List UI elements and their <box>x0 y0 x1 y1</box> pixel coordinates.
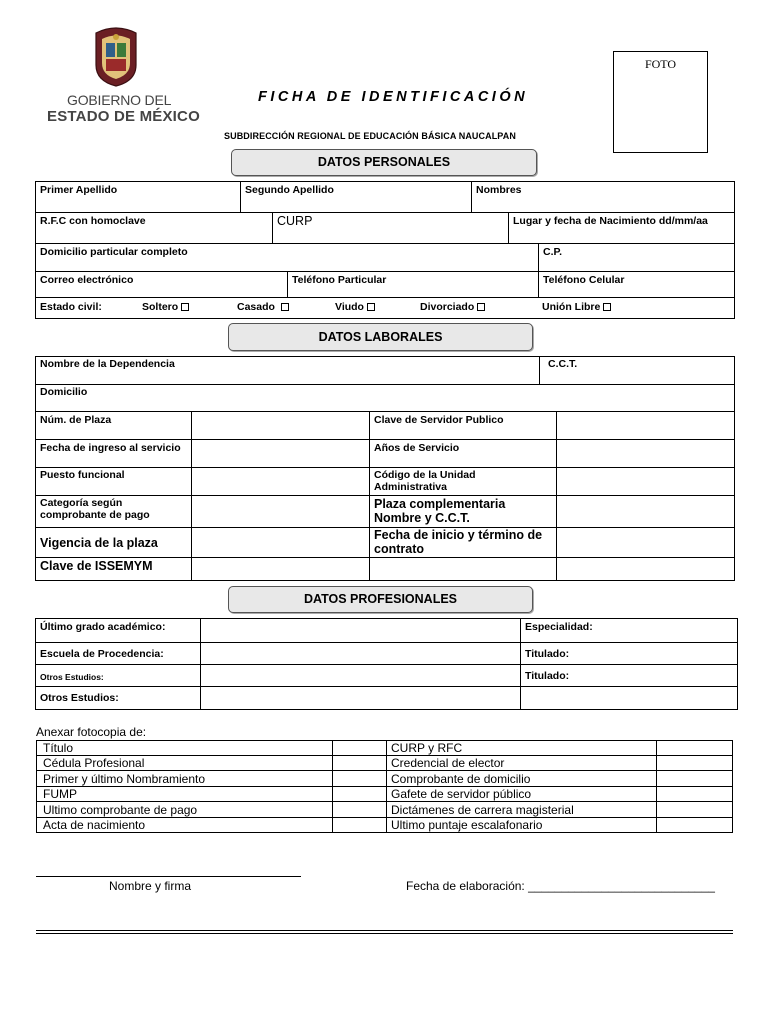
anexar-item: Ultimo comprobante de pago <box>43 803 198 817</box>
label-fecha-contrato: Fecha de inicio y término de contrato <box>374 528 543 556</box>
government-logo <box>90 25 142 87</box>
section-labor: DATOS LABORALES <box>228 323 533 351</box>
label-clave-servidor: Clave de Servidor Publico <box>374 414 504 426</box>
anexar-item: Título <box>43 741 74 755</box>
label-segundo-apellido: Segundo Apellido <box>245 184 334 196</box>
label-anos-servicio: Años de Servicio <box>374 442 460 454</box>
date-label[interactable]: Fecha de elaboración: ____________________________ <box>406 879 715 893</box>
anexar-item: Ultimo puntaje escalafonario <box>391 818 543 832</box>
option-divorciado[interactable]: Divorciado <box>420 301 485 313</box>
label-grado: Último grado académico: <box>40 621 166 633</box>
anexar-heading: Anexar fotocopia de: <box>36 725 147 739</box>
checkbox-icon[interactable] <box>281 303 289 311</box>
anexar-item: FUMP <box>43 787 77 801</box>
option-union-libre[interactable]: Unión Libre <box>542 301 611 313</box>
label-correo: Correo electrónico <box>40 274 134 286</box>
anexar-item: Cédula Profesional <box>43 756 145 770</box>
label-curp: CURP <box>277 214 313 228</box>
anexar-item: Credencial de elector <box>391 756 505 770</box>
label-titulado-2: Titulado: <box>525 670 570 682</box>
footer-rule-bottom <box>36 933 733 934</box>
label-plaza-complementaria: Plaza complementaria <box>374 497 506 511</box>
subdirection-label: SUBDIRECCIÓN REGIONAL DE EDUCACIÓN BÁSICA NAUCALPAN <box>224 131 516 141</box>
label-lugar-fecha: Lugar y fecha de Nacimiento dd/mm/aa <box>513 215 708 227</box>
checkbox-icon[interactable] <box>181 303 189 311</box>
label-tel-particular: Teléfono Particular <box>292 274 387 286</box>
checkbox-icon[interactable] <box>367 303 375 311</box>
label-codigo-unidad: Código de la Unidad Administrativa <box>374 469 476 493</box>
label-domicilio: Domicilio particular completo <box>40 246 188 258</box>
signature-label: Nombre y firma <box>109 879 192 893</box>
label-tel-celular: Teléfono Celular <box>543 274 625 286</box>
label-plaza-cct: Nombre y C.C.T. <box>374 511 470 525</box>
label-fecha-ingreso: Fecha de ingreso al servicio <box>40 442 181 454</box>
option-soltero[interactable]: Soltero <box>142 301 189 313</box>
signature-line[interactable] <box>36 876 301 877</box>
checkbox-icon[interactable] <box>477 303 485 311</box>
label-categoria: Categoría según comprobante de pago <box>40 497 150 521</box>
gov-name-line1: GOBIERNO DEL <box>67 92 172 108</box>
form-title: FICHA DE IDENTIFICACIÓN <box>258 89 529 105</box>
label-escuela: Escuela de Procedencia: <box>40 648 164 660</box>
label-estado-civil: Estado civil: <box>40 301 102 313</box>
label-titulado: Titulado: <box>525 648 570 660</box>
gov-name-line2: ESTADO DE MÉXICO <box>47 108 200 125</box>
anexar-item: Dictámenes de carrera magisterial <box>391 803 574 817</box>
anexar-item: Gafete de servidor público <box>391 787 532 801</box>
label-cct: C.C.T. <box>548 358 578 370</box>
anexar-item: Primer y último Nombramiento <box>43 772 206 786</box>
label-issemym: Clave de ISSEMYM <box>40 559 153 573</box>
anexar-item: Comprobante de domicilio <box>391 772 531 786</box>
label-dependencia: Nombre de la Dependencia <box>40 358 175 370</box>
checkbox-icon[interactable] <box>603 303 611 311</box>
option-casado[interactable]: Casado <box>237 301 289 313</box>
photo-box: FOTO <box>613 51 708 153</box>
anexar-item: CURP y RFC <box>391 741 463 755</box>
label-otros-estudios-1: Otros Estudios: <box>40 672 104 682</box>
label-domicilio-laboral: Domicilio <box>40 386 88 398</box>
section-personal: DATOS PERSONALES <box>231 149 537 176</box>
label-otros-estudios-2: Otros Estudios: <box>40 692 119 704</box>
section-professional: DATOS PROFESIONALES <box>228 586 533 613</box>
label-especialidad: Especialidad: <box>525 621 593 633</box>
label-nombres: Nombres <box>476 184 522 196</box>
label-cp: C.P. <box>543 246 563 258</box>
label-primer-apellido: Primer Apellido <box>40 184 118 196</box>
option-viudo[interactable]: Viudo <box>335 301 375 313</box>
label-puesto: Puesto funcional <box>40 469 125 481</box>
anexar-item: Acta de nacimiento <box>43 818 146 832</box>
label-vigencia: Vigencia de la plaza <box>40 536 158 550</box>
label-num-plaza: Núm. de Plaza <box>40 414 112 426</box>
footer-rule-top <box>36 930 733 931</box>
label-rfc: R.F.C con homoclave <box>40 215 146 227</box>
